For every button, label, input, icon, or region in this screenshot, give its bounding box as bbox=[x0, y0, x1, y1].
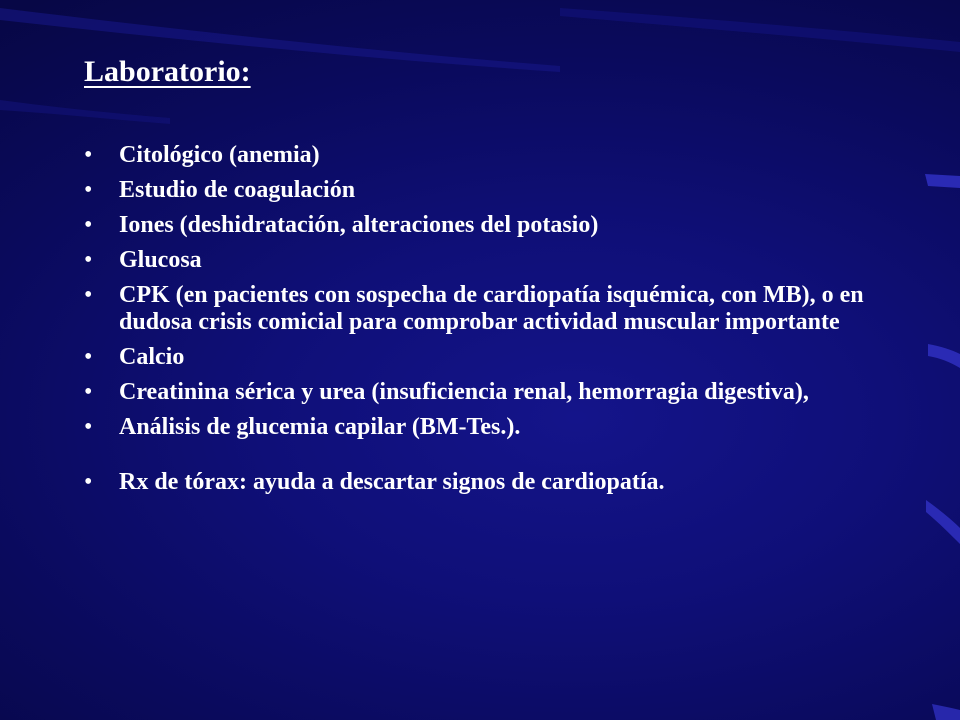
bullet-item: • Creatinina sérica y urea (insuficiencia renal, hemorragia digestiva), bbox=[84, 379, 864, 406]
streak-top-right bbox=[560, 8, 960, 52]
bullet-list bbox=[84, 142, 864, 504]
streak-bottom-right bbox=[932, 704, 960, 720]
bullet-item: • Rx de tórax: ayuda a descartar signos de cardiopatía. bbox=[84, 469, 864, 496]
bullet-item: • CPK (en pacientes con sospecha de cardiopatía isquémica, con MB), o en dudosa crisis comicial para comprobar actividad muscular importante bbox=[84, 282, 864, 336]
bullet-item: • Análisis de glucemia capilar (BM-Tes.). bbox=[84, 414, 864, 441]
slide-title: Laboratorio: bbox=[84, 55, 251, 88]
streak-right-3 bbox=[926, 500, 960, 544]
bullet-item: • Glucosa bbox=[84, 247, 864, 274]
bullet-item: • Iones (deshidratación, alteraciones del potasio) bbox=[84, 212, 864, 239]
streak-upper-left bbox=[0, 100, 170, 124]
bullet-item: • Citológico (anemia) bbox=[84, 142, 864, 169]
bullet-item: • Estudio de coagulación bbox=[84, 177, 864, 204]
streak-right-2 bbox=[928, 344, 960, 368]
streak-right-1 bbox=[925, 174, 960, 188]
bullet-item: • Calcio bbox=[84, 344, 864, 371]
